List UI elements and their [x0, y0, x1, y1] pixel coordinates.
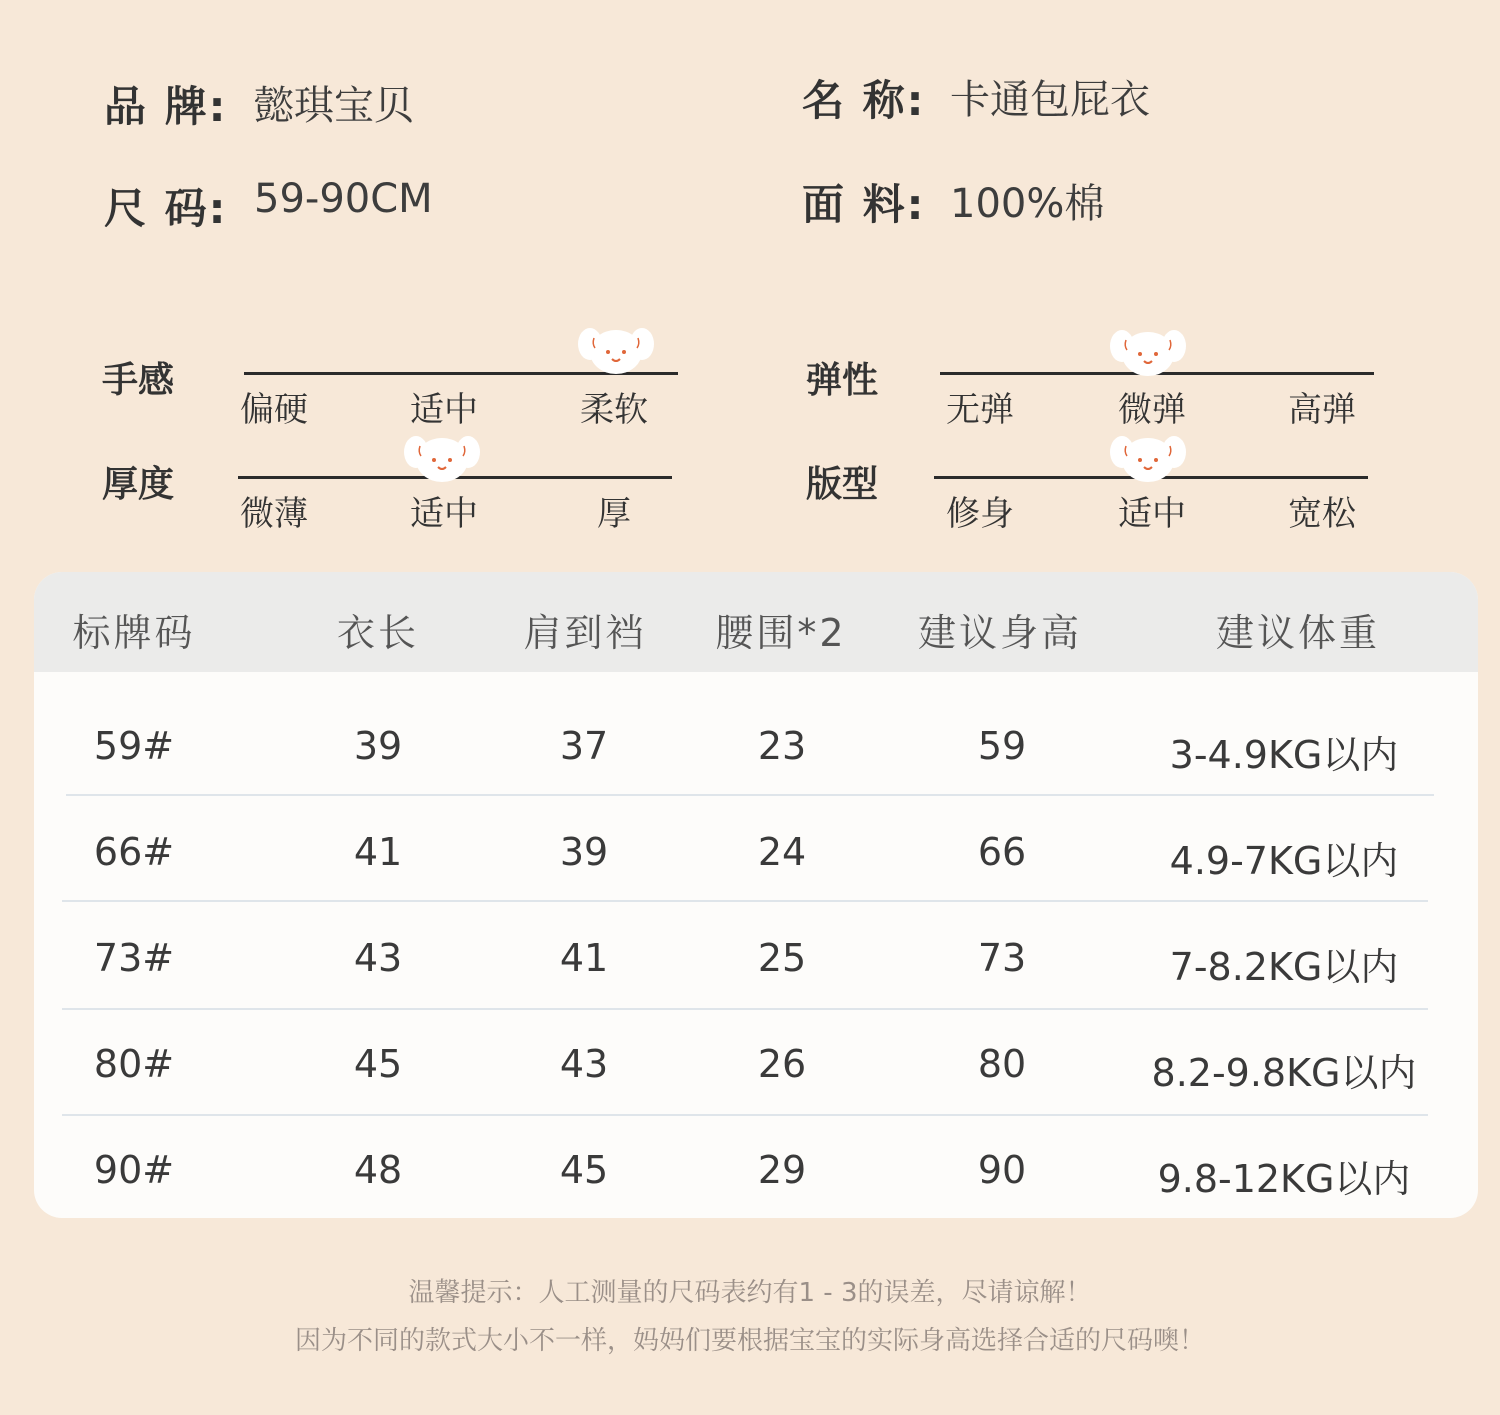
cell-height: 90 — [977, 1148, 1027, 1192]
puppy-face-icon — [402, 430, 482, 486]
brand-value: 懿琪宝贝 — [254, 83, 414, 129]
cell-waist: 26 — [757, 1042, 807, 1086]
fit-option: 宽松 — [1288, 494, 1356, 534]
puppy-face-icon — [1108, 430, 1188, 486]
puppy-face-icon — [576, 322, 656, 378]
cell-tag-size: 73# — [93, 936, 175, 980]
fabric-label: 面 料: — [802, 180, 926, 229]
cell-length: 41 — [353, 830, 403, 874]
cell-length: 48 — [353, 1148, 403, 1192]
cell-shoulder-crotch: 43 — [559, 1042, 609, 1086]
elasticity-option: 无弹 — [946, 390, 1014, 430]
fabric-value: 100%棉 — [950, 181, 1105, 227]
thickness-option: 厚 — [597, 494, 631, 534]
thickness-title: 厚度 — [102, 464, 175, 505]
feel-option: 适中 — [410, 390, 478, 430]
cell-height: 66 — [977, 830, 1027, 874]
row-divider — [62, 1008, 1428, 1010]
fit-option: 修身 — [946, 494, 1014, 534]
row-divider — [66, 794, 1434, 796]
cell-weight: 9.8-12KG以内 — [1157, 1157, 1411, 1201]
header-height: 建议身高 — [917, 611, 1082, 655]
elasticity-option: 微弹 — [1118, 390, 1186, 430]
cell-tag-size: 66# — [93, 830, 175, 874]
size-label: 尺 码: — [104, 184, 228, 233]
feel-title: 手感 — [102, 360, 175, 401]
cell-shoulder-crotch: 41 — [559, 936, 609, 980]
puppy-face-icon — [1108, 324, 1188, 380]
feel-option: 偏硬 — [240, 390, 308, 430]
header-waist: 腰围*2 — [715, 611, 847, 655]
cell-height: 80 — [977, 1042, 1027, 1086]
cell-height: 73 — [977, 936, 1027, 980]
cell-length: 43 — [353, 936, 403, 980]
name-label: 名 称: — [802, 76, 926, 125]
cell-waist: 23 — [757, 724, 807, 768]
header-shoulder-crotch: 肩到裆 — [523, 611, 647, 655]
tip-line-2: 因为不同的款式大小不一样，妈妈们要根据宝宝的实际身高选择合适的尺码噢！ — [294, 1326, 1205, 1356]
elasticity-title: 弹性 — [806, 360, 879, 401]
row-divider — [62, 900, 1428, 902]
cell-weight: 8.2-9.8KG以内 — [1151, 1051, 1417, 1095]
cell-weight: 4.9-7KG以内 — [1169, 839, 1399, 883]
cell-weight: 3-4.9KG以内 — [1169, 733, 1399, 777]
cell-waist: 24 — [757, 830, 807, 874]
fit-option: 适中 — [1118, 494, 1186, 534]
fit-title: 版型 — [806, 464, 879, 505]
elasticity-option: 高弹 — [1288, 390, 1356, 430]
tip-line-1: 温馨提示：人工测量的尺码表约有1 - 3的误差，尽请谅解！ — [408, 1278, 1092, 1308]
cell-height: 59 — [977, 724, 1027, 768]
cell-shoulder-crotch: 45 — [559, 1148, 609, 1192]
cell-waist: 25 — [757, 936, 807, 980]
header-length: 衣长 — [336, 611, 419, 655]
feel-option: 柔软 — [580, 390, 648, 430]
cell-length: 39 — [353, 724, 403, 768]
size-value: 59-90CM — [254, 176, 433, 222]
cell-tag-size: 90# — [93, 1148, 175, 1192]
cell-shoulder-crotch: 39 — [559, 830, 609, 874]
brand-label: 品 牌: — [104, 82, 228, 131]
table-header — [34, 572, 1478, 672]
name-value: 卡通包屁衣 — [950, 77, 1150, 123]
cell-tag-size: 80# — [93, 1042, 175, 1086]
row-divider — [62, 1114, 1428, 1116]
size-table — [34, 572, 1478, 1218]
cell-waist: 29 — [757, 1148, 807, 1192]
cell-weight: 7-8.2KG以内 — [1169, 945, 1399, 989]
header-weight: 建议体重 — [1215, 611, 1380, 655]
cell-length: 45 — [353, 1042, 403, 1086]
cell-shoulder-crotch: 37 — [559, 724, 609, 768]
thickness-option: 适中 — [410, 494, 478, 534]
thickness-option: 微薄 — [240, 494, 308, 534]
cell-tag-size: 59# — [93, 724, 175, 768]
header-tag-size: 标牌码 — [72, 611, 196, 655]
